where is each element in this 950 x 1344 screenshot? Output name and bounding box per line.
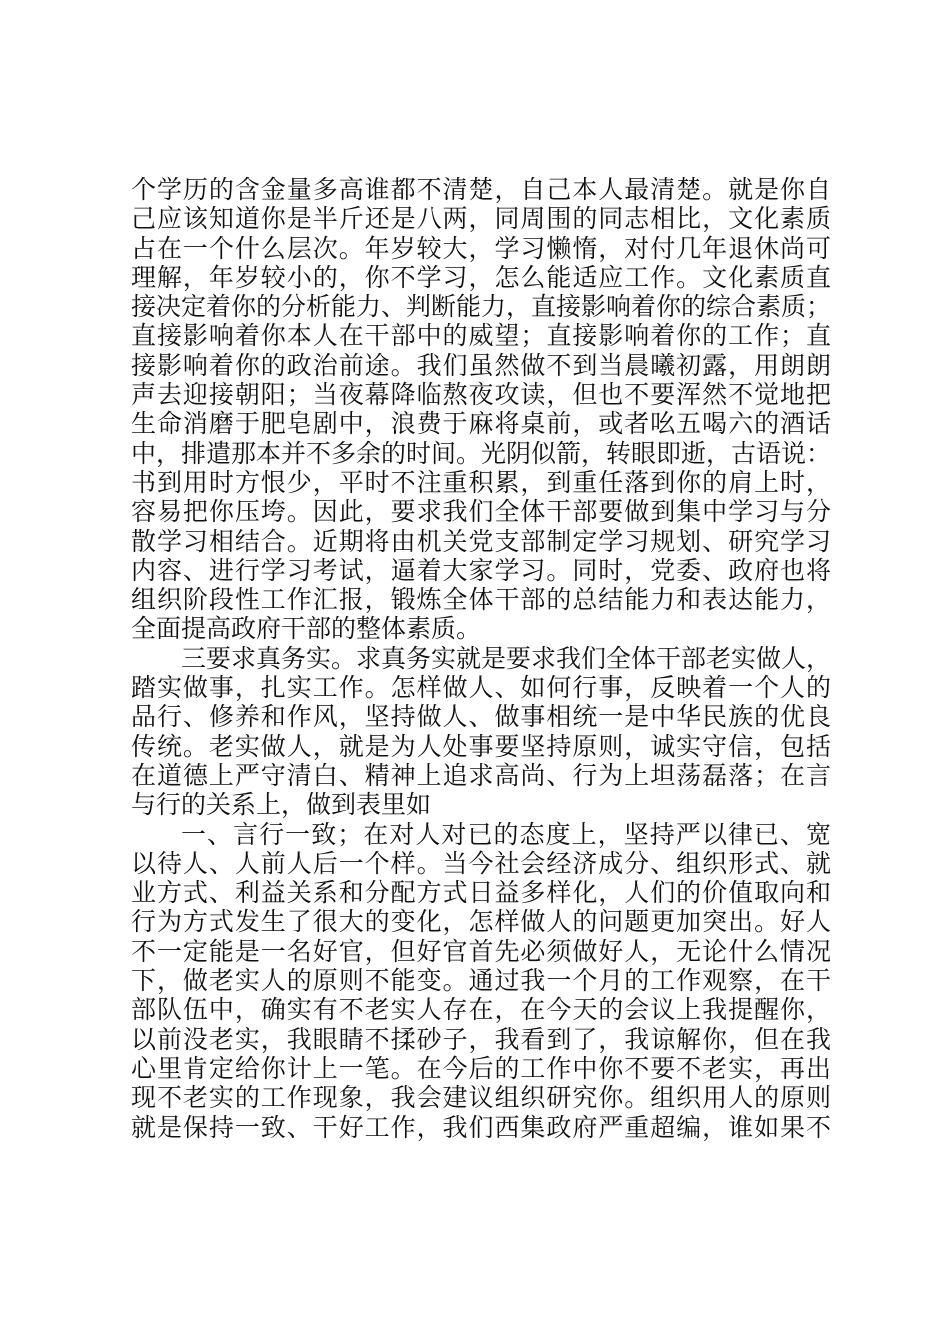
text-line: 品行、修养和作风，坚持做人、做事相统一是中华民族的优良 bbox=[131, 702, 831, 732]
text-line: 生命消磨于肥皂剧中，浪费于麻将桌前，或者吆五喝六的酒话 bbox=[131, 409, 831, 439]
text-line: 接影响着你的政治前途。我们虽然做不到当晨曦初露，用朗朗 bbox=[131, 350, 831, 380]
text-line: 三要求真务实。求真务实就是要求我们全体干部老实做人， bbox=[181, 643, 832, 673]
text-line: 踏实做事，扎实工作。怎样做人、如何行事，反映着一个人的 bbox=[131, 673, 831, 703]
text-line: 直接影响着你本人在干部中的威望；直接影响着你的工作；直 bbox=[131, 321, 831, 351]
text-line: 与行的关系上，做到表里如 bbox=[131, 790, 432, 820]
text-line: 己应该知道你是半斤还是八两，同周围的同志相比，文化素质 bbox=[131, 204, 831, 234]
text-line: 部队伍中，确实有不老实人存在，在今天的会议上我提醒你， bbox=[131, 995, 831, 1025]
text-line: 下，做老实人的原则不能变。通过我一个月的工作观察，在干 bbox=[131, 966, 831, 996]
text-line: 现不老实的工作现象，我会建议组织研究你。组织用人的原则 bbox=[131, 1083, 831, 1113]
text-line: 个学历的含金量多高谁都不清楚，自己本人最清楚。就是你自 bbox=[131, 175, 831, 204]
text-line: 就是保持一致、干好工作，我们西集政府严重超编，谁如果不 bbox=[131, 1112, 831, 1142]
text-line: 以前没老实，我眼睛不揉砂子，我看到了，我谅解你，但在我 bbox=[131, 1024, 831, 1054]
text-line: 内容、进行学习考试，逼着大家学习。同时，党委、政府也将 bbox=[131, 555, 831, 585]
text-line: 理解，年岁较小的，你不学习，怎么能适应工作。文化素质直 bbox=[131, 262, 831, 292]
text-line: 中，排遣那本并不多余的时间。光阴似箭，转眼即逝，古语说： bbox=[131, 438, 832, 468]
text-line: 声去迎接朝阳；当夜幕降临熬夜攻读，但也不要浑然不觉地把 bbox=[131, 380, 831, 410]
text-line: 传统。老实做人，就是为人处事要坚持原则，诚实守信，包括 bbox=[131, 731, 831, 761]
text-line: 心里肯定给你计上一笔。在今后的工作中你不要不老实，再出 bbox=[131, 1053, 831, 1083]
text-line: 一、言行一致；在对人对已的态度上，坚持严以律已、宽 bbox=[181, 819, 831, 849]
text-line: 不一定能是一名好官，但好官首先必须做好人，无论什么情况 bbox=[131, 936, 831, 966]
text-line: 在道德上严守清白、精神上追求高尚、行为上坦荡磊落；在言 bbox=[131, 760, 831, 790]
text-line: 书到用时方恨少，平时不注重积累，到重任落到你的肩上时， bbox=[131, 467, 831, 497]
body-text bbox=[131, 175, 831, 1142]
text-line: 业方式、利益关系和分配方式日益多样化，人们的价值取向和 bbox=[131, 878, 831, 908]
text-line: 全面提高政府干部的整体素质。 bbox=[131, 614, 482, 644]
text-line: 散学习相结合。近期将由机关党支部制定学习规划、研究学习 bbox=[131, 526, 831, 556]
text-line: 以待人、人前人后一个样。当今社会经济成分、组织形式、就 bbox=[131, 848, 831, 878]
text-line: 行为方式发生了很大的变化，怎样做人的问题更加突出。好人 bbox=[131, 907, 831, 937]
text-line: 容易把你压垮。因此，要求我们全体干部要做到集中学习与分 bbox=[131, 497, 831, 527]
text-line: 接决定着你的分析能力、判断能力，直接影响着你的综合素质； bbox=[131, 292, 832, 322]
text-line: 占在一个什么层次。年岁较大，学习懒惰，对付几年退休尚可 bbox=[131, 233, 831, 263]
text-line: 组织阶段性工作汇报，锻炼全体干部的总结能力和表达能力， bbox=[131, 585, 831, 615]
